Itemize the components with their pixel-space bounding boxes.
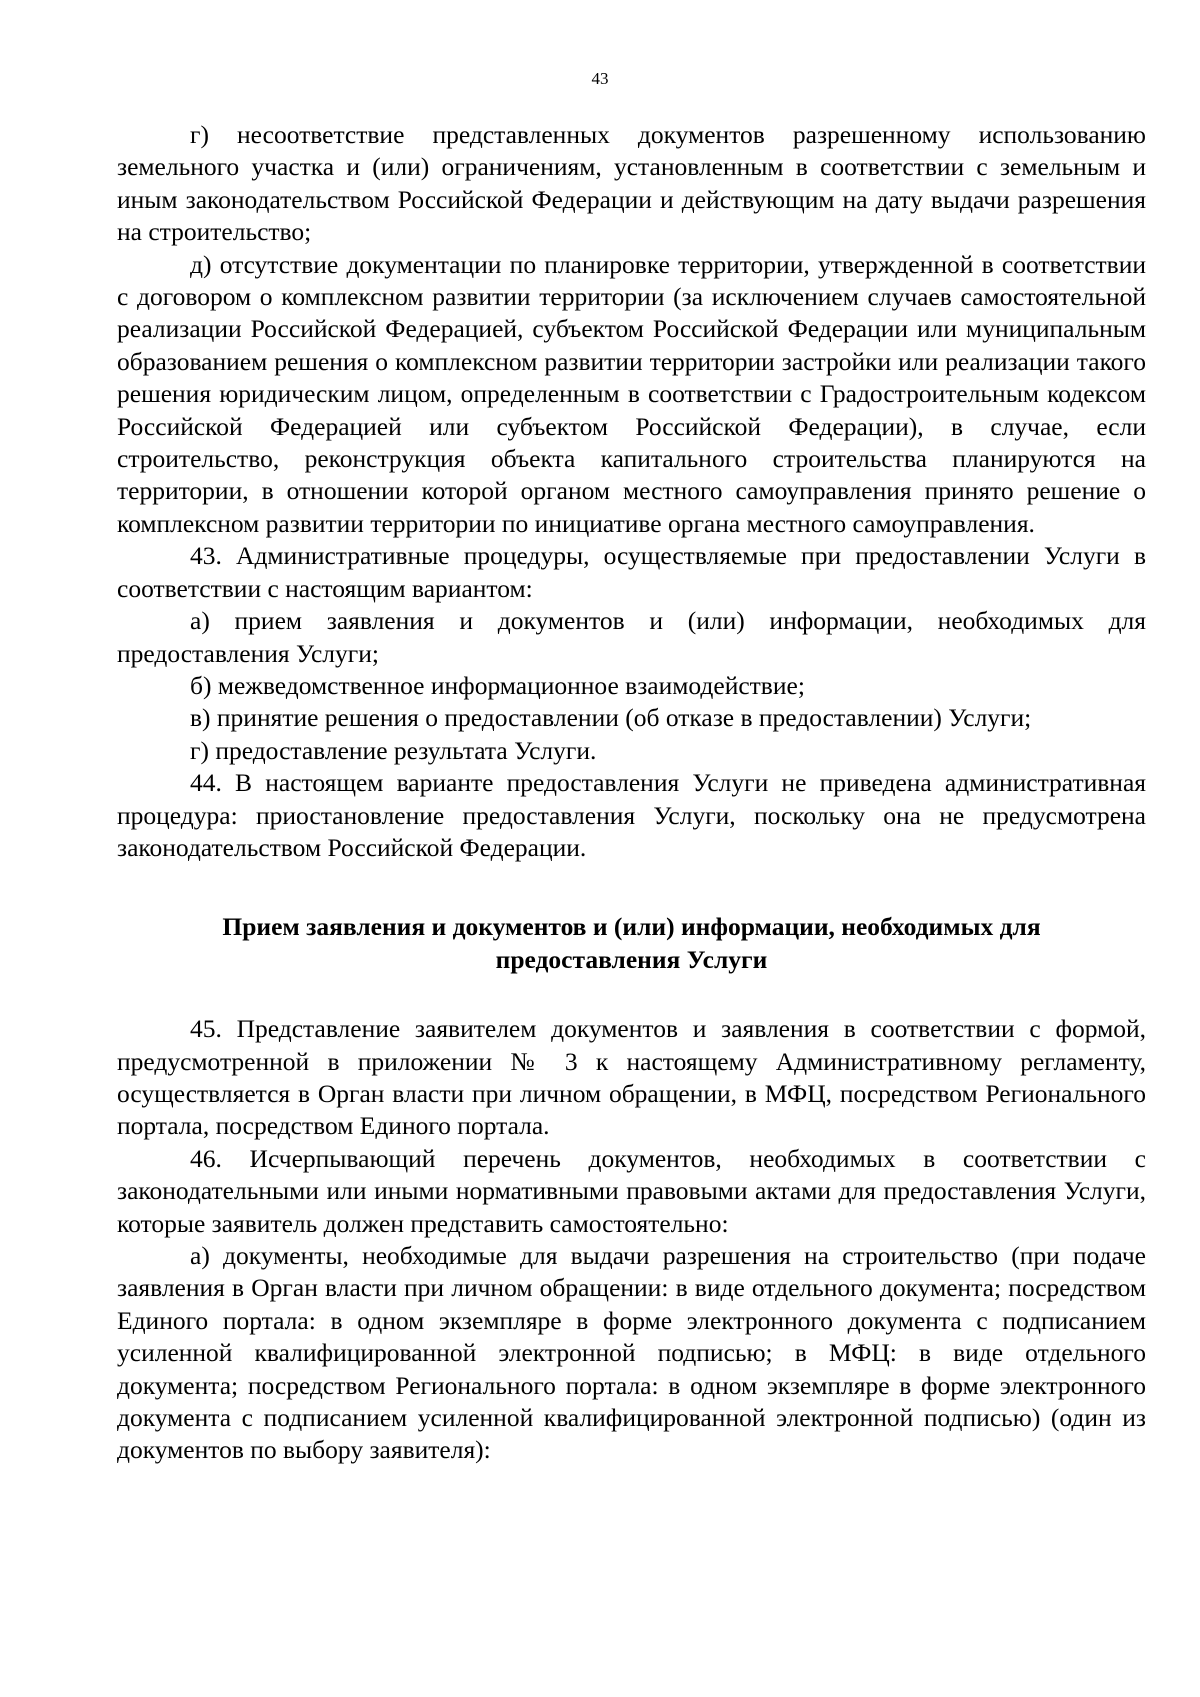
paragraph-46: 46. Исчерпывающий перечень документов, необходимых в соответствии с законодательными или иными нормативными правовыми актами для предоставления Услуги, которые заявитель должен представить самостоятельно: <box>117 1143 1146 1238</box>
paragraph-46-item-a: а) документы, необходимые для выдачи разрешения на строительство (при подаче заявления в Орган власти при личном обращении: в виде отдельного документа; посредством Единого портала: в одном экземпляре в форме электронного документа с подписанием усиленной квалифицированной электронной подписью; в МФЦ: в виде отдельного документа; посредством Регионального портала: в одном экземпляре в форме электронного документа с подписанием усиленной квалифицированной электронной подписью) (один из документов по выбору заявителя): <box>117 1241 1146 1465</box>
paragraph-43-procedures: 43. Административные процедуры, осуществляемые при предоставлении Услуги в соответствии с настоящим вариантом: <box>117 541 1146 603</box>
paragraph-item-d-no-planning-docs: д) отсутствие документации по планировке территории, утвержденной в соответствии с договором о комплексном развитии территории (за исключением случаев самостоятельной реализации Российской Федерацией, субъектом Российской Федерации или муниципальным образованием решения о комплексном развитии территории застройки или реализации такого решения юридическим лицом, определенным в соответствии с Градостроительным кодексом Российской Федерацией или субъектом Российской Федерации), в случае, если строительство, реконструкция объекта капитального строительства планируются на территории, в отношении которой органом местного самоуправления принято решение о комплексном развитии территории по инициативе органа местного самоуправления. <box>117 249 1146 538</box>
paragraph-item-g-noncompliance: г) несоответствие представленных документов разрешенному использованию земельного участка и (или) ограничениям, установленным в соответствии с земельным и иным законодательством Российской Федерации и действующим на дату выдачи разрешения на строительство; <box>117 120 1146 247</box>
paragraph-43-item-v: в) принятие решения о предоставлении (об отказе в предоставлении) Услуги; <box>190 703 1032 733</box>
paragraph-45: 45. Представление заявителем документов и заявления в соответствии с формой, предусмотренной в приложении № 3 к настоящему Административному регламенту, осуществляется в Орган власти при личном обращении, в МФЦ, посредством Регионального портала, посредством Единого портала. <box>117 1014 1146 1141</box>
section-heading-line-2: предоставления Услуги <box>495 944 768 974</box>
section-heading-line-1: Прием заявления и документов и (или) информации, необходимых для <box>222 912 1041 942</box>
paragraph-43-item-g: г) предоставление результата Услуги. <box>190 735 597 765</box>
paragraph-43-item-a: а) прием заявления и документов и (или) информации, необходимых для предоставления Услуги; <box>117 606 1146 668</box>
page-body <box>117 119 1146 1467</box>
page-number: 43 <box>591 69 609 88</box>
paragraph-43-item-b: б) межведомственное информационное взаимодействие; <box>190 670 805 700</box>
paragraph-44: 44. В настоящем варианте предоставления Услуги не приведена административная процедура: приостановление предоставления Услуги, поскольку она не предусмотрена законодательством Российской Федерации. <box>117 768 1146 862</box>
section-heading <box>117 911 1146 976</box>
